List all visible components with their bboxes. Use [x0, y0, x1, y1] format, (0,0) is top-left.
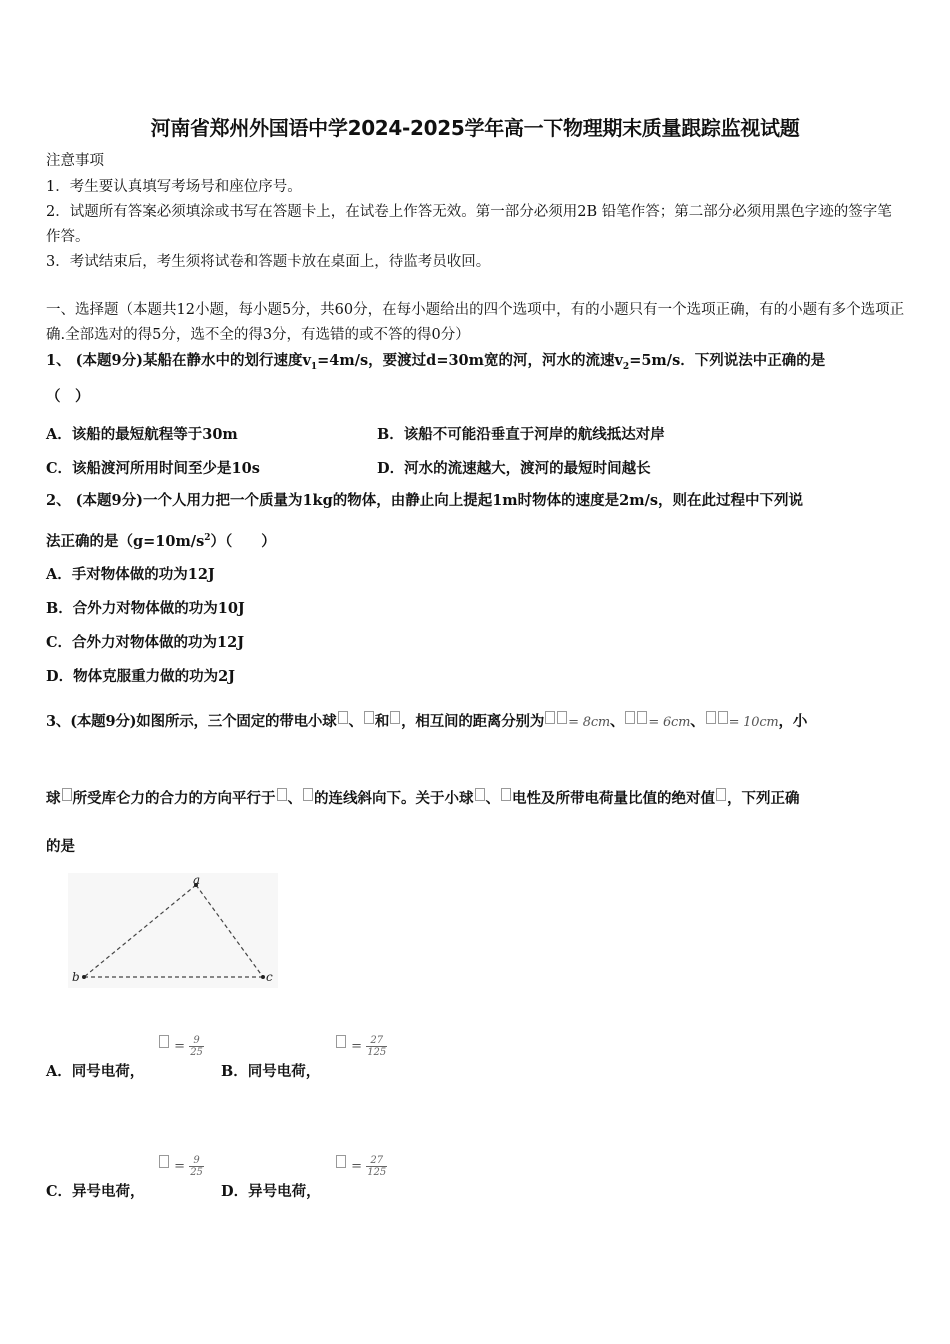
q2-option-b: B．合外力对物体做的功为10J [46, 600, 245, 617]
ratio-k-symbol [336, 1155, 346, 1168]
notice-heading: 注意事项 [46, 153, 104, 169]
numerator: 9 [189, 1155, 204, 1167]
ball-b-symbol [303, 788, 313, 801]
notice-item-3: 3．考试结束后，考生须将试卷和答题卡放在桌面上，待监考员收回。 [46, 254, 491, 270]
equals-sign: = [351, 1039, 363, 1054]
ball-c-symbol [62, 788, 72, 801]
q3-text: 3、(本题9分)如图所示，三个固定的带电小球 [46, 713, 337, 730]
q1-sub2: 2 [622, 361, 630, 372]
q1-option-c: C．该船渡河所用时间至少是10s [46, 460, 260, 477]
q3-text: 、 [485, 790, 500, 807]
q3-text: 、 [348, 713, 363, 730]
q2-stem-line2 [46, 528, 906, 552]
page-title: 河南省郑州外国语中学2024-2025学年高一下物理期末质量跟踪监视试题 [150, 116, 800, 140]
q3-text: 的连线斜向下。关于小球 [314, 790, 474, 807]
q1-sub1: 1 [310, 361, 318, 372]
q3-text: ，相互间的距离分别为 [401, 713, 545, 730]
q3-option-c-formula [158, 1155, 204, 1178]
label-b: b [72, 970, 80, 984]
dist-symbol [718, 711, 728, 724]
figure-background [68, 873, 278, 988]
dist-symbol [545, 711, 555, 724]
ratio-k-symbol [159, 1035, 169, 1048]
notice-item-1: 1．考生要认真填写考场号和座位序号。 [46, 179, 302, 195]
numerator: 27 [366, 1155, 387, 1167]
q1-stem [46, 351, 906, 377]
ball-b [82, 975, 86, 979]
ball-c [261, 975, 265, 979]
denominator: 25 [190, 1167, 203, 1178]
q3-text: ，小 [778, 713, 808, 730]
numerator: 9 [189, 1035, 204, 1047]
q2-option-a: A．手对物体做的功为12J [46, 566, 215, 583]
q3-text: 所受库仑力的合力的方向平行于 [72, 790, 276, 807]
ratio-k-symbol [159, 1155, 169, 1168]
equals-sign: = [351, 1159, 363, 1174]
q3-option-c-label: C．异号电荷， [46, 1183, 145, 1200]
fraction [366, 1035, 387, 1058]
q3-dist-ca: = 10cm [728, 715, 779, 730]
q3-text: 电性及所带电荷量比值的绝对值 [512, 790, 715, 807]
ball-a-symbol [277, 788, 287, 801]
q2-option-d: D．物体克服重力做的功为2J [46, 668, 236, 685]
q3-stem-line3: 的是 [46, 838, 75, 855]
section-header: 一、选择题（本题共12小题，每小题5分，共60分，在每小题给出的四个选项中，有的小题只有一个选项正确，有的小题有多个选项正确.全部选对的得5分，选不全的得3分，有选错的或不答的得0分） [46, 302, 905, 343]
q2-stem-part: 法正确的是（g=10m/s [46, 532, 205, 550]
q3-option-d-formula [335, 1155, 387, 1178]
q2-option-c: C．合外力对物体做的功为12J [46, 634, 245, 651]
label-a: a [193, 873, 201, 887]
q3-stem-line1 [46, 711, 906, 733]
q3-option-b-label: B．同号电荷， [221, 1063, 321, 1080]
ratio-k-symbol [716, 788, 726, 801]
q3-dist-ab: = 8cm [568, 715, 611, 730]
q3-option-d-label: D．异号电荷， [221, 1183, 321, 1200]
dist-symbol [557, 711, 567, 724]
denominator: 125 [367, 1167, 387, 1178]
denominator: 25 [190, 1047, 203, 1058]
dist-symbol [637, 711, 647, 724]
ratio-k-symbol [336, 1035, 346, 1048]
ball-a-symbol [338, 711, 348, 724]
numerator: 27 [366, 1035, 387, 1047]
q3-option-b-formula [335, 1035, 387, 1058]
q3-text: 、 [287, 790, 302, 807]
dist-symbol [706, 711, 716, 724]
equals-sign: = [174, 1159, 186, 1174]
ball-b-symbol [501, 788, 511, 801]
notice-item-2: 2．试题所有答案必须填涂或书写在答题卡上，在试卷上作答无效。第一部分必须用2B 铅笔作答；第二部分必须用黑色字迹的签字笔作答。 [46, 204, 892, 245]
q1-stem-part: =5m/s．下列说法中正确的是 [629, 352, 826, 369]
q1-option-a: A．该船的最短航程等于30m [46, 426, 238, 443]
ball-c-symbol [390, 711, 400, 724]
label-c: c [266, 970, 273, 984]
ball-b-symbol [364, 711, 374, 724]
q3-text: 球 [46, 790, 61, 807]
denominator: 125 [367, 1047, 387, 1058]
q3-stem-line2 [46, 788, 906, 809]
q3-text: ，下列正确 [727, 790, 800, 807]
q3-text: 、 [610, 713, 625, 730]
q3-option-a-formula [158, 1035, 204, 1058]
fraction [366, 1155, 387, 1178]
q1-paren: （ ） [46, 388, 90, 405]
q1-stem-part: =4m/s，要渡过d=30m宽的河，河水的流速v [317, 352, 623, 369]
fraction [189, 1035, 204, 1058]
q3-text: 和 [374, 713, 390, 730]
equals-sign: = [174, 1039, 186, 1054]
q1-option-d: D．河水的流速越大，渡河的最短时间越长 [377, 460, 651, 477]
q2-sup: 2 [204, 533, 211, 543]
q3-dist-bc: = 6cm [648, 715, 691, 730]
q2-stem-part: ）（ ） [210, 532, 276, 550]
q1-stem-part: 1、 (本题9分)某船在静水中的划行速度v [46, 352, 311, 369]
dist-symbol [625, 711, 635, 724]
ball-a-symbol [475, 788, 485, 801]
triangle-figure [68, 873, 278, 988]
q3-text: 、 [690, 713, 705, 730]
fraction [189, 1155, 204, 1178]
q1-option-b: B．该船不可能沿垂直于河岸的航线抵达对岸 [377, 426, 665, 443]
q3-option-a-label: A．同号电荷， [46, 1063, 145, 1080]
q2-stem-line1: 2、 (本题9分)一个人用力把一个质量为1kg的物体，由静止向上提起1m时物体的速度是2m/s，则在此过程中下列说 [46, 492, 804, 509]
